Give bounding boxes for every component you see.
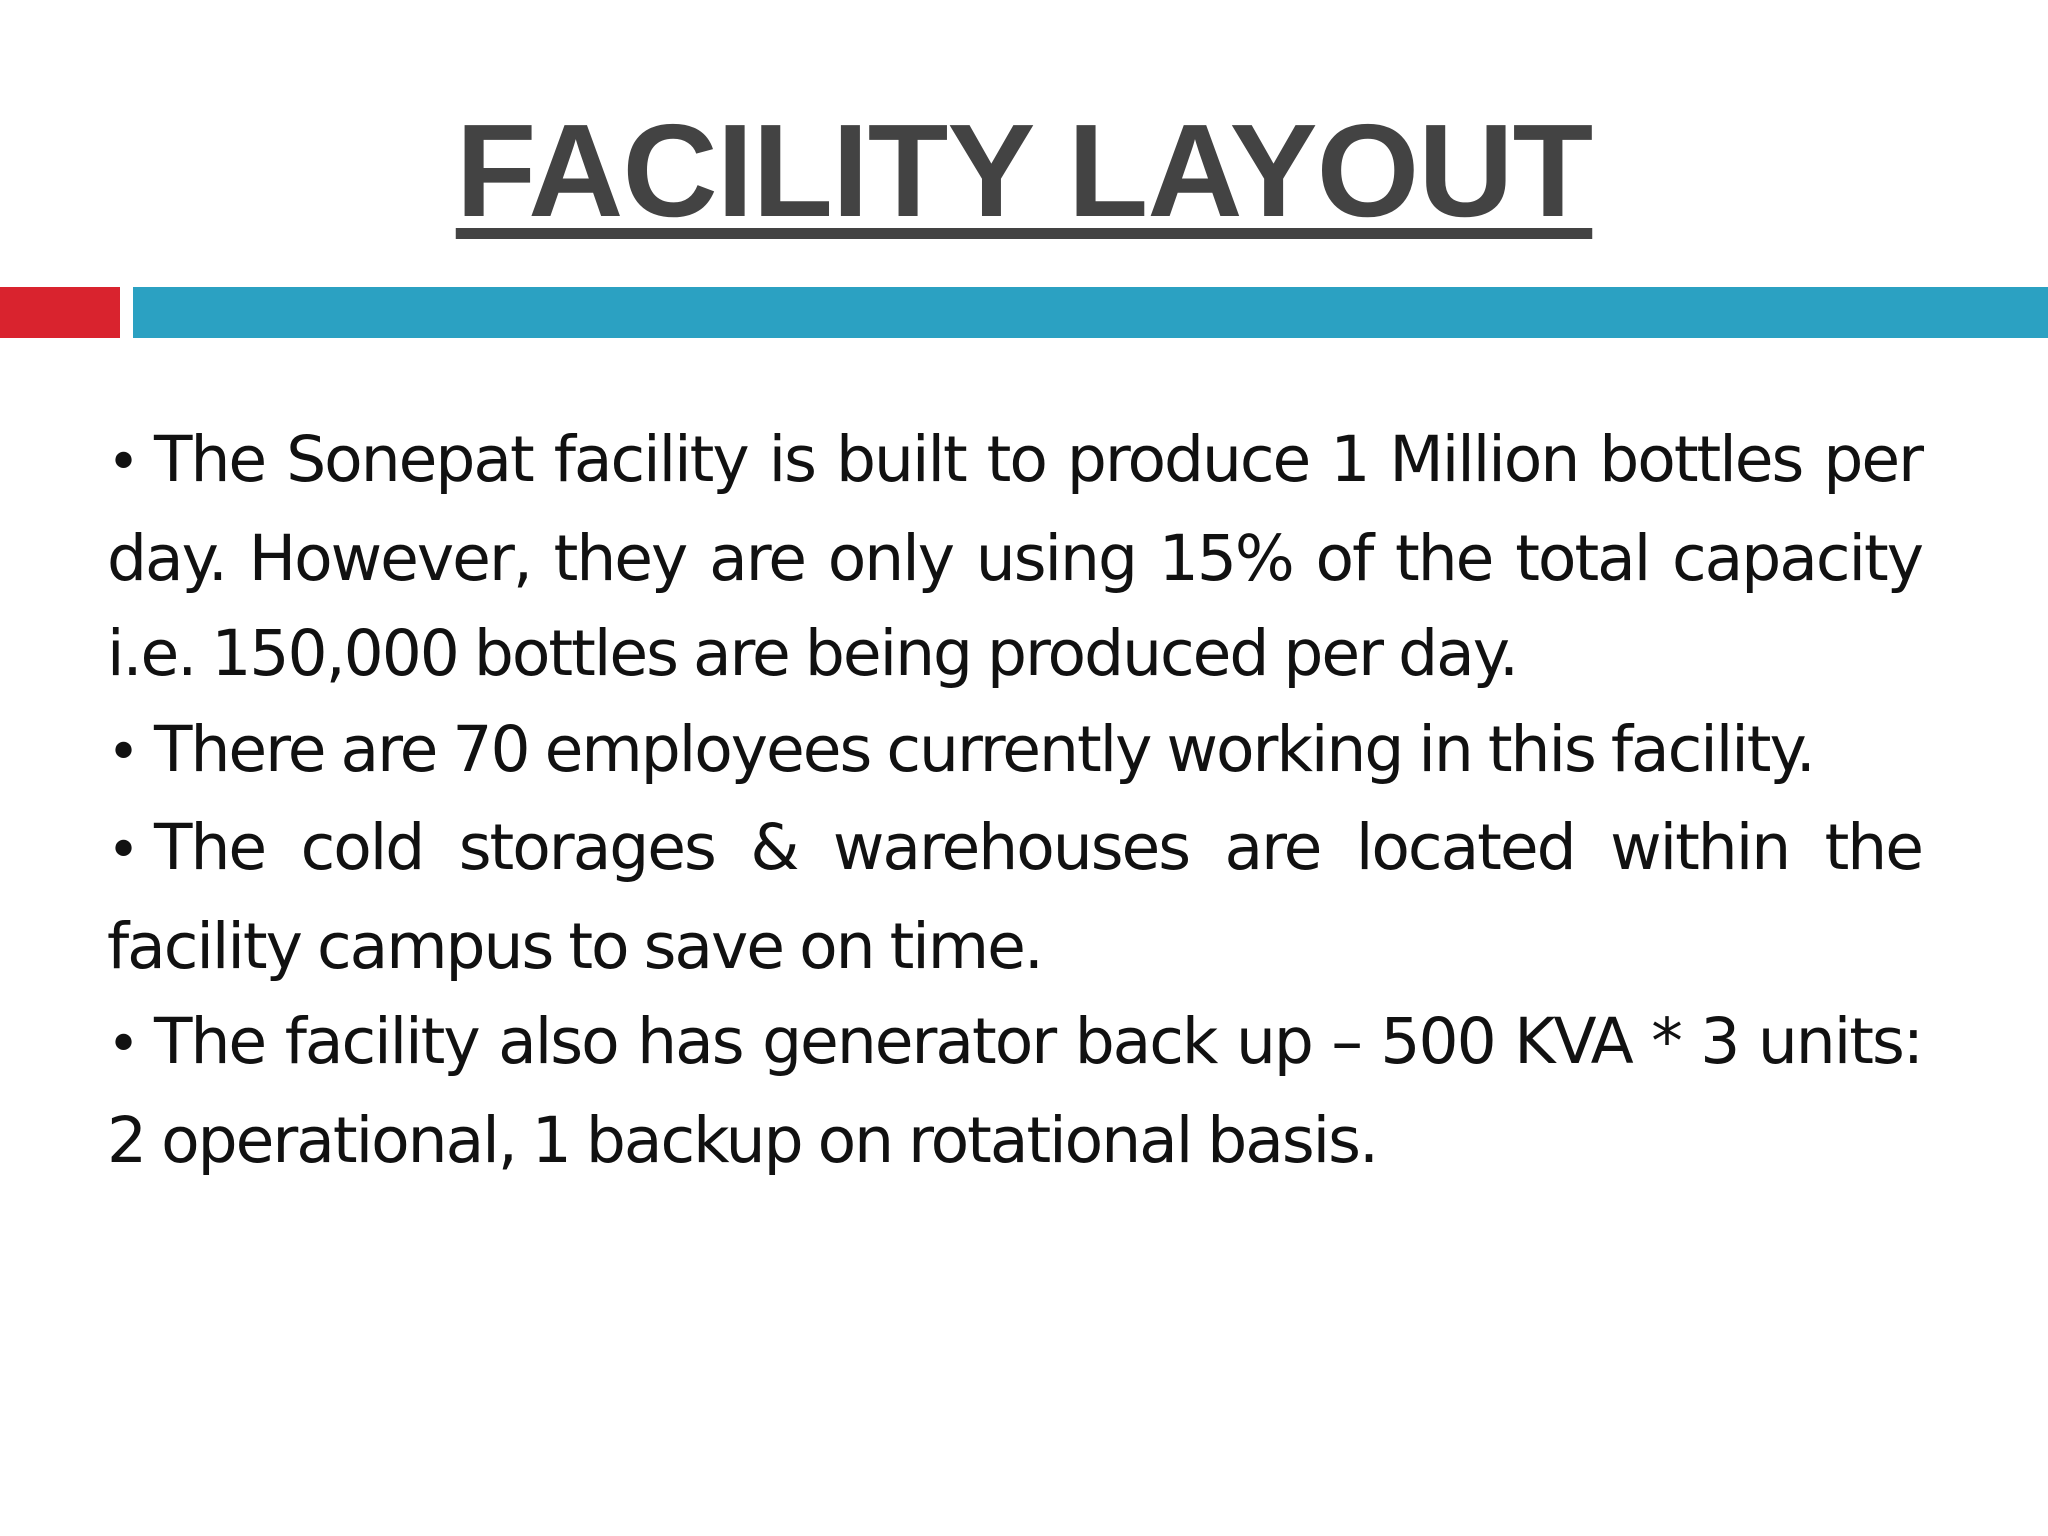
- accent-bar-blue: [133, 287, 2048, 338]
- bullet-icon: •: [107, 1012, 139, 1077]
- bullet-item: [107, 412, 1922, 702]
- bullet-text: The cold storages & warehouses are located within the facility campus to save on time.: [107, 811, 1922, 983]
- bullet-item: [107, 702, 1922, 801]
- bullet-icon: •: [107, 430, 139, 495]
- bullet-text: The Sonepat facility is built to produce 1 Million bottles per day. However, they are only using 15% of the total capacity i.e. 150,000 bottles are being produced per day.: [107, 423, 1922, 690]
- bullet-text: There are 70 employees currently working in this facility.: [154, 712, 1814, 786]
- bullet-item: [107, 994, 1922, 1188]
- bullet-item: [107, 800, 1922, 994]
- bullet-text: The facility also has generator back up – 500 KVA * 3 units: 2 operational, 1 backup on rotational basis.: [107, 1005, 1922, 1177]
- bullet-icon: •: [107, 719, 139, 785]
- bullet-list: [107, 412, 1922, 1188]
- accent-bar-red: [0, 287, 120, 338]
- slide-title: FACILITY LAYOUT: [455, 97, 1593, 244]
- bullet-icon: •: [107, 818, 139, 883]
